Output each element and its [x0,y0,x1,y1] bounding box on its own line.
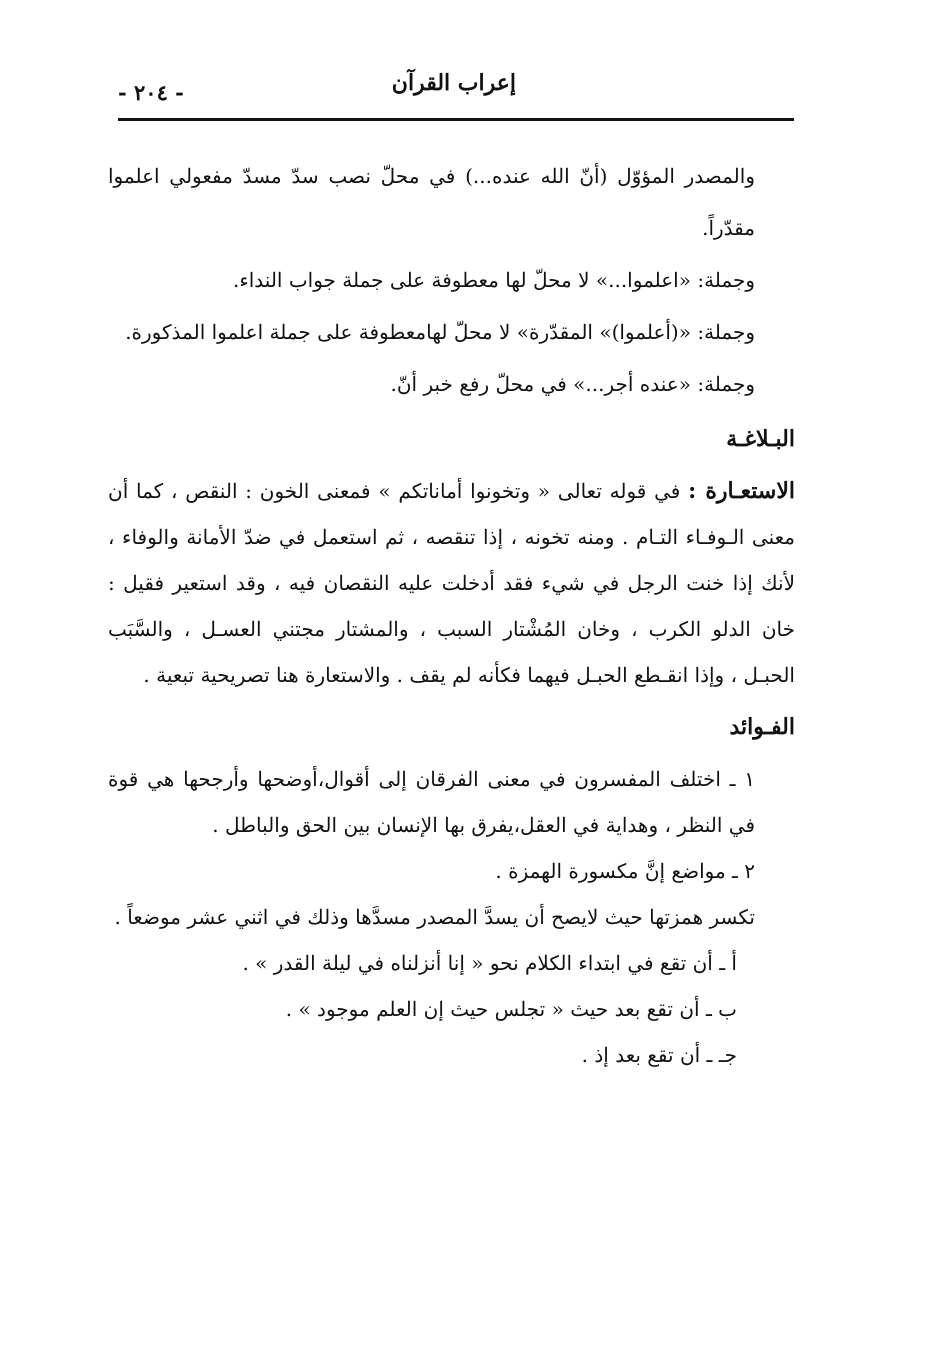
page-content [108,150,795,1078]
istiaara-text: في قوله تعالى « وتخونوا أماناتكم » فمعنى الخون : النقص ، كما أن معنى الـوفـاء التـام . ومنه تخونه ، إذا تنقصه ، ثم استعمل في ضدّ الأمانة والوفاء ، لأنك إذا خنت الرجل في شيء فقد أدخلت عليه النقصان فيه ، وقد استعير فقيل : خان الدلو الكرب ، وخان المُشْتار السبب ، والمشتار مجتني العسـل ، والسَّبَب الحبـل ، وإذا انقـطع الحبـل فيهما فكأنه لم يقف . والاستعارة هنا تصريحية تبعية . [108,479,795,687]
paragraph-masdar: والمصدر المؤوّل (أنّ الله عنده...) في محلّ نصب سدّ مسدّ مفعولي اعلموا مقدّراً. [108,164,755,240]
header-rule [118,118,794,121]
fawaid-item-1: ١ ـ اختلف المفسرون في معنى الفرقان إلى أقوال،أوضحها وأرجحها هي قوة في النظر ، وهداية في العقل،يفرق بها الإنسان بين الحق والباطل . [108,767,756,837]
fawaid-sub-c: جـ ـ أن تقع بعد إذ . [581,1043,737,1067]
balagha-heading: البـلاغـة [726,426,795,452]
book-title: إعراب القرآن [391,70,516,96]
balagha-paragraph [108,468,795,698]
fawaid-heading: الفـوائد [729,714,795,740]
fawaid-sub-a: أ ـ أن تقع في ابتداء الكلام نحو « إنا أنزلناه في ليلة القدر » . [242,951,737,975]
fawaid-item-2-text: تكسر همزتها حيث لايصح أن يسدَّ المصدر مسدَّها وذلك في اثني عشر موضعاً . [114,905,755,929]
paragraph-jumla-1: وجملة: «اعلموا...» لا محلّ لها معطوفة على جملة جواب النداء. [232,268,755,292]
page-header [118,62,794,122]
paragraph-jumla-3: وجملة: «عنده أجر...» في محلّ رفع خبر أنّ. [390,372,755,396]
page-number: - ٢٠٤ - [118,80,184,105]
fawaid-item-2: ٢ ـ مواضع إنَّ مكسورة الهمزة . [495,859,755,883]
paragraph-jumla-2: وجملة: «(أعلموا)» المقدّرة» لا محلّ لهامعطوفة على جملة اعلموا المذكورة. [125,320,755,344]
istiaara-term: الاستعـارة : [688,478,795,504]
fawaid-sub-b: ب ـ أن تقع بعد حيث « تجلس حيث إن العلم موجود » . [285,997,737,1021]
